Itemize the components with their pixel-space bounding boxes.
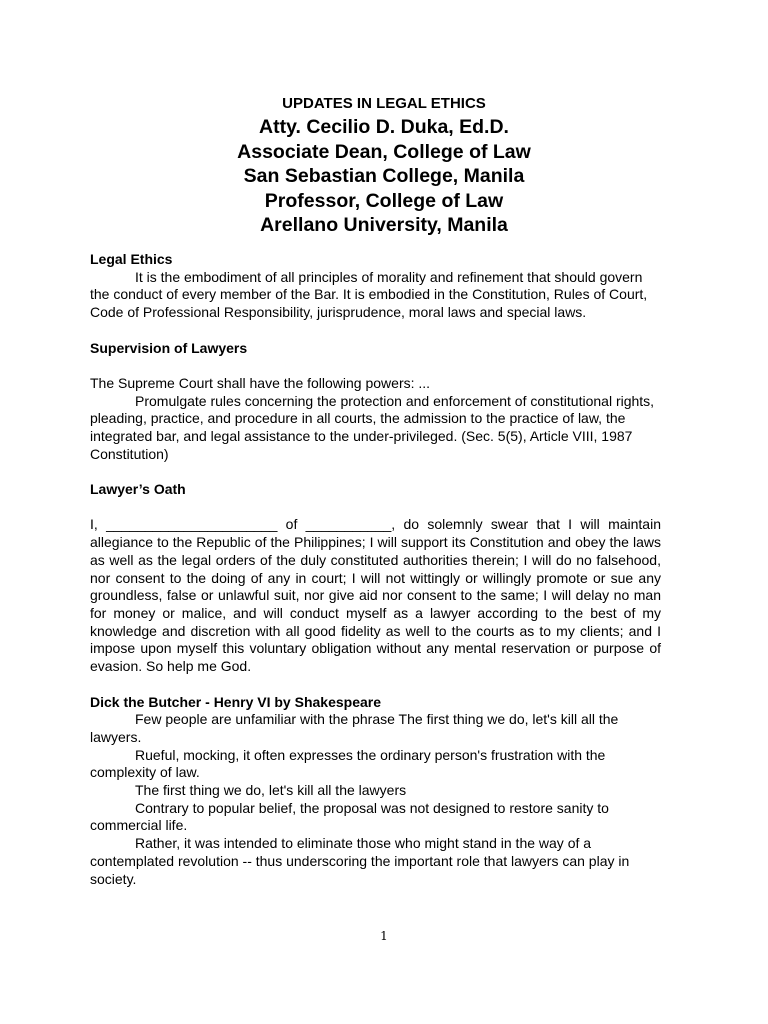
author-position-2: Professor, College of Law [264,189,504,212]
section-heading-supervision: Supervision of Lawyers [90,339,248,356]
author-position-1: Associate Dean, College of Law [237,140,531,163]
paragraph-supervision-powers: Promulgate rules concerning the protection and enforcement of constitutional rights, pleading, practice, and procedure in all courts, the admission to the practice of law, the integrated bar, and legal assistance to the under-privileged. (Sec. 5(5), Article VIII, 1987 Constitution) [90,392,655,462]
section-heading-dick: Dick the Butcher - Henry VI by Shakespeare [90,693,381,710]
author-institution-1: San Sebastian College, Manila [243,165,525,187]
paragraph-oath: I, ______________________ of ___________, do solemnly swear that I will maintain allegiance to the Republic of the Philippines; I will support its Constitution and obey the laws as well as the legal orders of the duly constituted authorities therein; I will do no falsehood, nor consent to the doing of any in court; I will not wittingly or willingly promote or sue any groundless, false or unlawful suit, nor give aid nor consent to the same; I will delay no man for money or malice, and will conduct myself as a lawyer according to the best of my knowledge and discretion with all good fidelity as well to the courts as to my clients; and I impose upon myself this voluntary obligation without any mental reservation or purpose of evasion. So help me God. [90,516,661,675]
paragraph-dick-1: Few people are unfamiliar with the phrase The first thing we do, let's kill all the lawyers. [90,711,619,745]
title-block [0,95,768,238]
document-body [90,251,661,888]
author-institution-2: Arellano University, Manila [260,214,508,236]
author-name: Atty. Cecilio D. Duka, Ed.D. [259,116,509,138]
page-number: 1 [380,929,388,943]
paragraph-dick-2: Rueful, mocking, it often expresses the ordinary person's frustration with the complexity of law. [90,746,606,781]
document-title: UPDATES IN LEGAL ETHICS [282,95,486,112]
section-heading-legal-ethics: Legal Ethics [90,251,173,267]
paragraph-dick-3: The first thing we do, let's kill all the lawyers [135,782,407,799]
paragraph-dick-5: Rather, it was intended to eliminate those who might stand in the way of a contemplated revolution -- thus underscoring the important role that lawyers can play in society. [90,835,630,887]
paragraph-dick-4: Contrary to popular belief, the proposal was not designed to restore sanity to commercial life. [90,799,609,834]
paragraph-legal-ethics: It is the embodiment of all principles of morality and refinement that should govern the conduct of every member of the Bar. It is embodied in the Constitution, Rules of Court, Code of Professional Responsibility, jurisprudence, moral laws and special laws. [90,268,648,321]
paragraph-supervision-intro: The Supreme Court shall have the following powers: ... [90,374,431,391]
section-heading-oath: Lawyer’s Oath [90,481,186,498]
